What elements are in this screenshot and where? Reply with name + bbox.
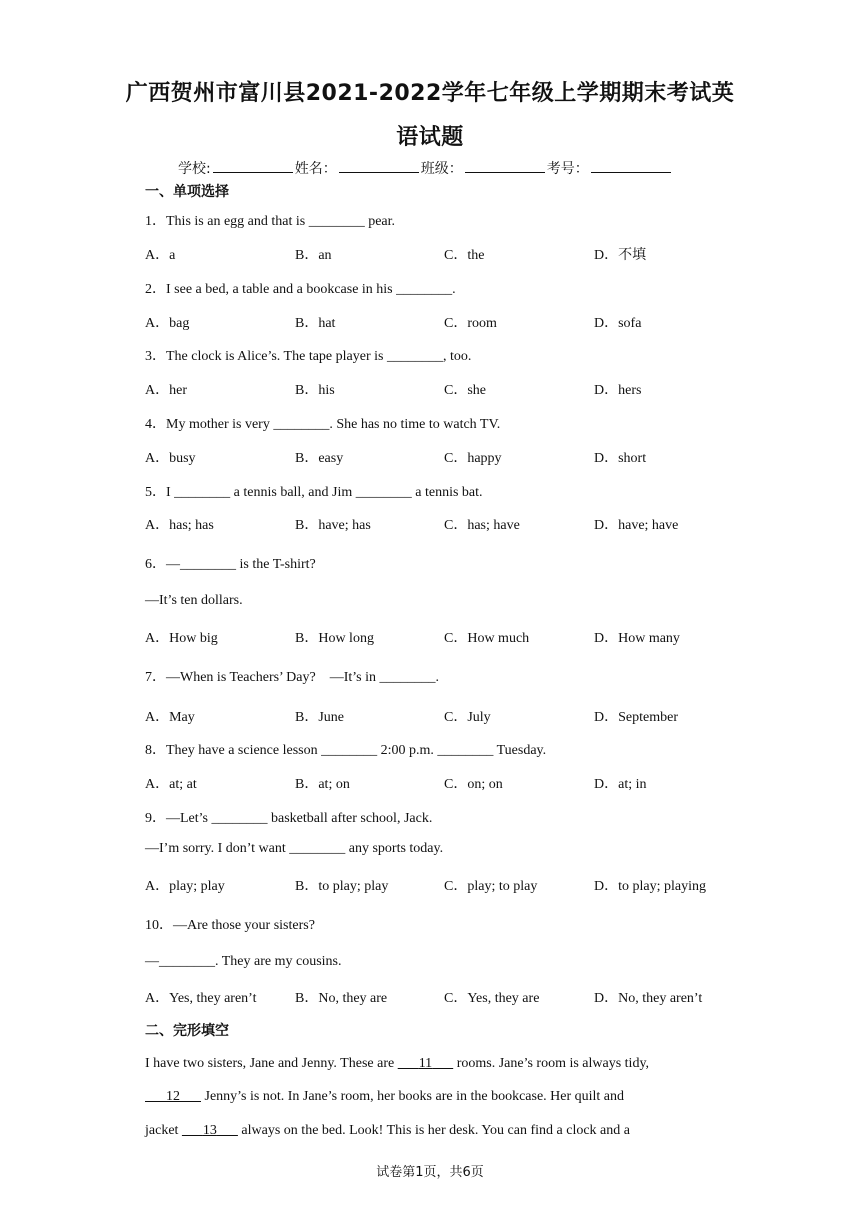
option-d[interactable]: D．to play; playing <box>594 879 706 894</box>
question-6-reply: —It’s ten dollars. <box>145 593 243 608</box>
option-a[interactable]: A．May <box>145 710 195 725</box>
cloze-text: jacket <box>145 1123 182 1138</box>
cloze-blank-12[interactable] <box>145 1089 201 1104</box>
school-blank[interactable] <box>213 160 293 173</box>
option-d[interactable]: D．不填 <box>594 248 647 263</box>
option-d[interactable]: D．at; in <box>594 777 647 792</box>
option-b[interactable]: B．How long <box>295 631 374 646</box>
name-label: 姓名： <box>294 161 337 177</box>
question-10-reply: —________. They are my cousins. <box>145 954 342 969</box>
student-info-row <box>178 158 673 178</box>
question-2: 2．I see a bed, a table and a bookcase in his ________. <box>145 282 456 297</box>
blank-number: 13 <box>202 1123 217 1138</box>
option-d[interactable]: D．sofa <box>594 316 642 331</box>
option-c[interactable]: C．she <box>444 383 486 398</box>
question-8: 8．They have a science lesson ________ 2:00 p.m. ________ Tuesday. <box>145 743 547 758</box>
cloze-blank-11[interactable] <box>398 1056 453 1071</box>
question-10: 10．—Are those your sisters? <box>145 918 315 933</box>
option-d[interactable]: D．September <box>594 710 678 725</box>
question-5: 5．I ________ a tennis ball, and Jim ________ a tennis bat. <box>145 485 483 500</box>
section-single-choice: 一、单项选择 <box>145 184 229 200</box>
option-b[interactable]: B．to play; play <box>295 879 389 894</box>
cloze-text: I have two sisters, Jane and Jenny. These are <box>145 1056 398 1071</box>
option-a[interactable]: A．busy <box>145 451 196 466</box>
option-a[interactable]: A．her <box>145 383 187 398</box>
option-c[interactable]: C．room <box>444 316 497 331</box>
question-6: 6．—________ is the T-shirt? <box>145 557 316 572</box>
option-b[interactable]: B．have; has <box>295 518 371 533</box>
option-c[interactable]: C．Yes, they are <box>444 991 540 1006</box>
question-3: 3．The clock is Alice’s. The tape player is ________, too. <box>145 349 472 364</box>
class-label: 班级： <box>420 161 463 177</box>
option-d[interactable]: D．short <box>594 451 647 466</box>
option-a[interactable]: A．Yes, they aren’t <box>145 991 257 1006</box>
option-c[interactable]: C．has; have <box>444 518 520 533</box>
option-b[interactable]: B．No, they are <box>295 991 388 1006</box>
cloze-text: Jenny’s is not. In Jane’s room, her books are in the bookcase. Her quilt and <box>201 1089 625 1104</box>
number-label: 考号： <box>546 161 589 177</box>
option-b[interactable]: B．June <box>295 710 344 725</box>
option-a[interactable]: A．a <box>145 248 176 263</box>
exam-title-line-2: 语试题 <box>396 125 464 150</box>
option-d[interactable]: D．have; have <box>594 518 679 533</box>
option-a[interactable]: A．bag <box>145 316 190 331</box>
option-b[interactable]: B．his <box>295 383 335 398</box>
option-a[interactable]: A．How big <box>145 631 218 646</box>
exam-title-line-1: 广西贺州市富川县2021-2022学年七年级上学期期末考试英 <box>125 81 735 106</box>
question-7: 7．—When is Teachers’ Day? —It’s in ________. <box>145 670 439 685</box>
page-footer: 试卷第1页，共6页 <box>376 1165 484 1180</box>
option-c[interactable]: C．happy <box>444 451 502 466</box>
school-label: 学校: <box>178 161 211 177</box>
option-d[interactable]: D．How many <box>594 631 680 646</box>
option-a[interactable]: A．has; has <box>145 518 214 533</box>
option-c[interactable]: C．play; to play <box>444 879 538 894</box>
blank-number: 11 <box>418 1056 433 1071</box>
option-b[interactable]: B．easy <box>295 451 344 466</box>
question-1: 1．This is an egg and that is ________ pear. <box>145 214 396 229</box>
option-c[interactable]: C．the <box>444 248 485 263</box>
option-b[interactable]: B．an <box>295 248 332 263</box>
cloze-line-3 <box>145 1123 630 1139</box>
option-c[interactable]: C．on; on <box>444 777 503 792</box>
option-b[interactable]: B．hat <box>295 316 336 331</box>
option-d[interactable]: D．No, they aren’t <box>594 991 703 1006</box>
section-cloze: 二、完形填空 <box>145 1023 229 1039</box>
option-b[interactable]: B．at; on <box>295 777 350 792</box>
question-9-reply: —I’m sorry. I don’t want ________ any sports today. <box>145 841 444 856</box>
option-a[interactable]: A．play; play <box>145 879 225 894</box>
question-9: 9．—Let’s ________ basketball after school, Jack. <box>145 811 433 826</box>
name-blank[interactable] <box>339 160 419 173</box>
cloze-text: rooms. Jane’s room is always tidy, <box>453 1056 650 1071</box>
option-c[interactable]: C．How much <box>444 631 530 646</box>
class-blank[interactable] <box>465 160 545 173</box>
blank-number: 12 <box>166 1089 180 1104</box>
cloze-blank-13[interactable] <box>182 1123 238 1138</box>
number-blank[interactable] <box>591 160 671 173</box>
cloze-text: always on the bed. Look! This is her desk. You can find a clock and a <box>237 1123 630 1138</box>
option-d[interactable]: D．hers <box>594 383 642 398</box>
cloze-line-2 <box>145 1089 624 1105</box>
cloze-line-1 <box>145 1056 649 1072</box>
question-4: 4．My mother is very ________. She has no time to watch TV. <box>145 417 501 432</box>
option-a[interactable]: A．at; at <box>145 777 197 792</box>
option-c[interactable]: C．July <box>444 710 491 725</box>
